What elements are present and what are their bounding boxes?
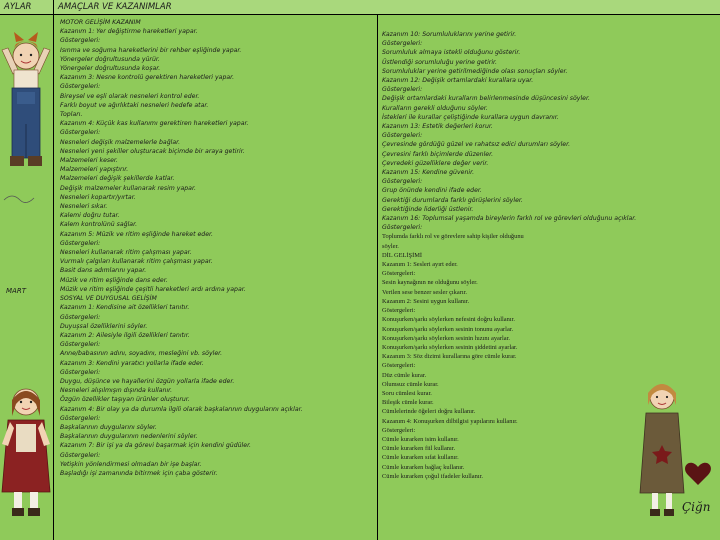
objective-line: Kazanım 10: Sorumluluklarını yerine getirir. bbox=[382, 31, 517, 38]
objective-line: Duyuşsal özelliklerini söyler. bbox=[60, 322, 148, 330]
objective-line: Grup önünde kendini ifade eder. bbox=[382, 187, 482, 195]
objective-line: Basit dans adımlarını yapar. bbox=[60, 267, 147, 275]
objective-line: Cümle kurarken fiil kullanır. bbox=[382, 445, 456, 453]
objective-line: Nesneleri kopartır/yırtar. bbox=[60, 193, 136, 201]
objective-line: Düz cümle kurar. bbox=[382, 371, 427, 379]
objective-line: Yetişkin yönlendirmesi olmadan bir işe başlar. bbox=[60, 460, 202, 468]
objective-line: Cümle kurarken isim kullanır. bbox=[382, 435, 459, 443]
objective-line: Müzik ve ritim eşliğinde çeşitli hareketleri ardı ardına yapar. bbox=[60, 285, 246, 293]
objective-line: Verilen sese benzer sesler çıkarır. bbox=[382, 288, 467, 296]
objective-line: Malzemeleri keser. bbox=[60, 157, 118, 165]
objective-line: Kalemi doğru tutar. bbox=[60, 212, 120, 220]
objective-line: Kazanım 3: Nesne kontrolü gerektiren hareketleri yapar. bbox=[60, 74, 235, 82]
objective-line: Kazanım 15: Kendine güvenir. bbox=[382, 169, 475, 177]
objective-line: Kazanım 7: Bir işi ya da görevi başarmak için kendini güdüler. bbox=[60, 442, 252, 450]
objective-line: Kuralların gerekli olduğunu söyler. bbox=[382, 104, 488, 112]
objective-line: Sorumluluk almaya istekli olduğunu gösterir. bbox=[382, 49, 521, 57]
objective-line: Göstergeleri: bbox=[382, 362, 416, 370]
objective-line: Vurmalı çalgıları kullanarak ritim çalışması yapar. bbox=[60, 258, 213, 266]
objective-line: Konuşurken/şarkı söylerken sesinin tonunu ayarlar. bbox=[382, 325, 514, 333]
objective-line: Nesneleri alışılmışın dışında kullanır. bbox=[60, 387, 173, 395]
objective-line: Göstergeleri: bbox=[60, 239, 101, 247]
objective-line: Bireysel ve eşli olarak nesneleri kontrol eder. bbox=[60, 92, 200, 100]
objective-line: Konuşurken/şarkı söylerken sesinin hızını ayarlar. bbox=[382, 334, 510, 342]
objective-line: İstekleri ile kurallar çeliştiğinde kurallara uygun davranır. bbox=[382, 113, 559, 121]
objective-line: Göstergeleri: bbox=[382, 426, 416, 434]
objective-line: Soru cümlesi kurar. bbox=[382, 389, 432, 397]
month-label: MART bbox=[6, 287, 26, 295]
objective-line: Kazanım 1: Kendisine ait özellikleri tanıtır. bbox=[60, 304, 190, 312]
objective-line: Farklı boyut ve ağırlıktaki nesneleri hedefe atar. bbox=[60, 101, 209, 109]
objective-line: Kazanım 5: Müzik ve ritim eşliğinde hareket eder. bbox=[60, 230, 213, 238]
objective-line: Cümle kurarken çoğul ifadeler kullanır. bbox=[382, 472, 483, 480]
girl-doll-illustration bbox=[0, 380, 52, 540]
objective-line: Göstergeleri: bbox=[60, 341, 101, 349]
objective-line: Anne/babasının adını, soyadını, mesleğini vb. söyler. bbox=[60, 350, 223, 358]
objective-line: Göstergeleri: bbox=[60, 451, 101, 459]
objective-line: Çevresinde gördüğü güzel ve rahatsız edici durumları söyler. bbox=[382, 141, 571, 149]
objective-line: Başkalarının duygularını söyler. bbox=[60, 423, 157, 431]
doll-with-heart-illustration bbox=[632, 375, 720, 540]
objective-line: Nesneleri yeni şekiller oluşturacak biçimde bir araya getirir. bbox=[60, 147, 245, 155]
objective-line: Değişik ortamlardaki kuralların belirlenmesinde düşüncesini söyler. bbox=[382, 95, 590, 103]
objective-line: SOSYAL VE DUYGUSAL GELİŞİM bbox=[60, 295, 157, 303]
objective-line: Bileşik cümle kurar. bbox=[382, 399, 434, 407]
objective-line: Çevresini farklı biçimlerde düzenler. bbox=[382, 150, 494, 158]
objective-line: Kazanım 13: Estetik değerleri korur. bbox=[382, 123, 493, 131]
objective-line: Kazanım 12: Değişik ortamlardaki kurallara uyar. bbox=[382, 77, 534, 85]
objective-line: Kazanım 3: Söz dizimi kurallarına göre cümle kurar. bbox=[382, 353, 517, 361]
objective-line: Göstergeleri: bbox=[382, 40, 423, 48]
objective-line: MOTOR GELİŞİM KAZANIM bbox=[60, 19, 141, 26]
objective-line: Başkalarının duygularının nedenlerini söyler. bbox=[60, 433, 198, 441]
objective-line: Nesneleri değişik malzemelerle bağlar. bbox=[60, 138, 181, 146]
objective-line: Topları. bbox=[60, 111, 83, 119]
objective-line: Yönergeler doğrultusunda yürür. bbox=[60, 55, 160, 63]
objective-line: Değişik malzemeler kullanarak resim yapar. bbox=[60, 184, 196, 192]
objective-line: Kalem kontrolünü sağlar. bbox=[60, 221, 138, 229]
objective-line: Göstergeleri: bbox=[382, 86, 423, 94]
objective-line: Kazanım 2: Ailesiyle ilgili özellikleri tanıtır. bbox=[60, 331, 190, 339]
header-objectives: AMAÇLAR VE KAZANIMLAR bbox=[54, 0, 720, 14]
objective-line: söyler. bbox=[382, 242, 399, 250]
objective-line: Göstergeleri: bbox=[60, 83, 101, 91]
objective-line: Duygu, düşünce ve hayallerini özgün yollarla ifade eder. bbox=[60, 377, 235, 385]
objective-line: Kazanım 2: Sesini uygun kullanır. bbox=[382, 297, 470, 305]
objective-line: Yönergeler doğrultusunda koşar. bbox=[60, 65, 161, 73]
objective-line: Göstergeleri: bbox=[382, 224, 423, 232]
objective-line: Göstergeleri: bbox=[382, 178, 423, 186]
boy-doll-illustration bbox=[0, 30, 52, 210]
objective-line: Cümle kurarken sıfat kullanır. bbox=[382, 454, 459, 462]
objective-line: Isınma ve soğuma hareketlerini bir rehber eşliğinde yapar. bbox=[60, 46, 242, 54]
objectives-left-column bbox=[54, 15, 377, 540]
objective-line: Gerektiğinde liderliği üstlenir. bbox=[382, 205, 474, 213]
objective-line: Malzemeleri yapıştırır. bbox=[60, 166, 129, 174]
objective-line: Sorumluluklar yerine getirilmediğinde olası sonuçları söyler. bbox=[382, 67, 568, 75]
objective-line: Nesneleri sıkar. bbox=[60, 203, 108, 211]
objective-line: Göstergeleri: bbox=[60, 37, 101, 45]
objective-line: Sesin kaynağının ne olduğunu söyler. bbox=[382, 279, 478, 287]
objective-line: Göstergeleri: bbox=[60, 129, 101, 137]
objective-line: Toplumda farklı rol ve görevlere sahip kişiler olduğunu bbox=[382, 233, 524, 241]
objective-line: Özgün özellikler taşıyan ürünler oluşturur. bbox=[60, 396, 190, 404]
objective-line: Çevredeki güzelliklere değer verir. bbox=[382, 159, 489, 167]
objective-line: Gerektiği durumlarda farklı görüşlerini söyler. bbox=[382, 196, 523, 204]
objective-line: Kazanım 4: Konuşurken dilbilgisi yapılarını kullanır. bbox=[382, 417, 518, 425]
objective-line: Göstergeleri: bbox=[60, 368, 101, 376]
objective-line: Olumsuz cümle kurar. bbox=[382, 380, 439, 388]
objective-line: Göstergeleri: bbox=[60, 313, 101, 321]
objective-line: Göstergeleri: bbox=[382, 132, 423, 140]
objective-line: Kazanım 1: Sesleri ayırt eder. bbox=[382, 261, 458, 269]
objective-line: Göstergeleri: bbox=[382, 270, 416, 278]
signature-text: Çiğn bbox=[682, 500, 711, 514]
objective-line: Cümle kurarken bağlaç kullanır. bbox=[382, 463, 465, 471]
objective-line: Kazanım 3: Kendini yaratıcı yollarla ifade eder. bbox=[60, 359, 204, 367]
header-months: AYLAR bbox=[0, 0, 53, 14]
objective-line: Kazanım 16: Toplumsal yaşamda bireylerin farklı rol ve görevleri olduğunu açıklar. bbox=[382, 215, 637, 223]
objective-line: Konuşurken/şarkı söylerken sesinin şiddetini ayarlar. bbox=[382, 343, 518, 351]
objective-line: Malzemeleri değişik şekillerde katlar. bbox=[60, 175, 175, 183]
objective-line: DİL GELİŞİMİ bbox=[382, 251, 423, 259]
objective-line: Göstergeleri: bbox=[60, 414, 101, 422]
objective-line: Konuşurken/şarkı söylerken nefesini doğru kullanır. bbox=[382, 316, 515, 324]
objective-line: Kazanım 4: Küçük kas kullanımı gerektiren hareketleri yapar. bbox=[60, 120, 249, 128]
objective-line: Müzik ve ritim eşliğinde dans eder. bbox=[60, 276, 168, 284]
objective-line: Nesneleri kullanarak ritim çalışması yapar. bbox=[60, 249, 192, 257]
objective-line: Kazanım 4: Bir olay ya da durumla ilgili olarak başkalarının duygularını açıklar. bbox=[60, 405, 303, 413]
objective-line: Başladığı işi zamanında bitirmek için çaba gösterir. bbox=[60, 469, 218, 477]
objective-line: Göstergeleri: bbox=[382, 307, 416, 315]
objective-line: Kazanım 1: Yer değiştirme hareketleri yapar. bbox=[60, 28, 198, 36]
objective-line: Üstlendiği sorumluluğu yerine getirir. bbox=[382, 58, 497, 66]
objective-line: Cümlelerinde öğeleri doğru kullanır. bbox=[382, 408, 476, 416]
